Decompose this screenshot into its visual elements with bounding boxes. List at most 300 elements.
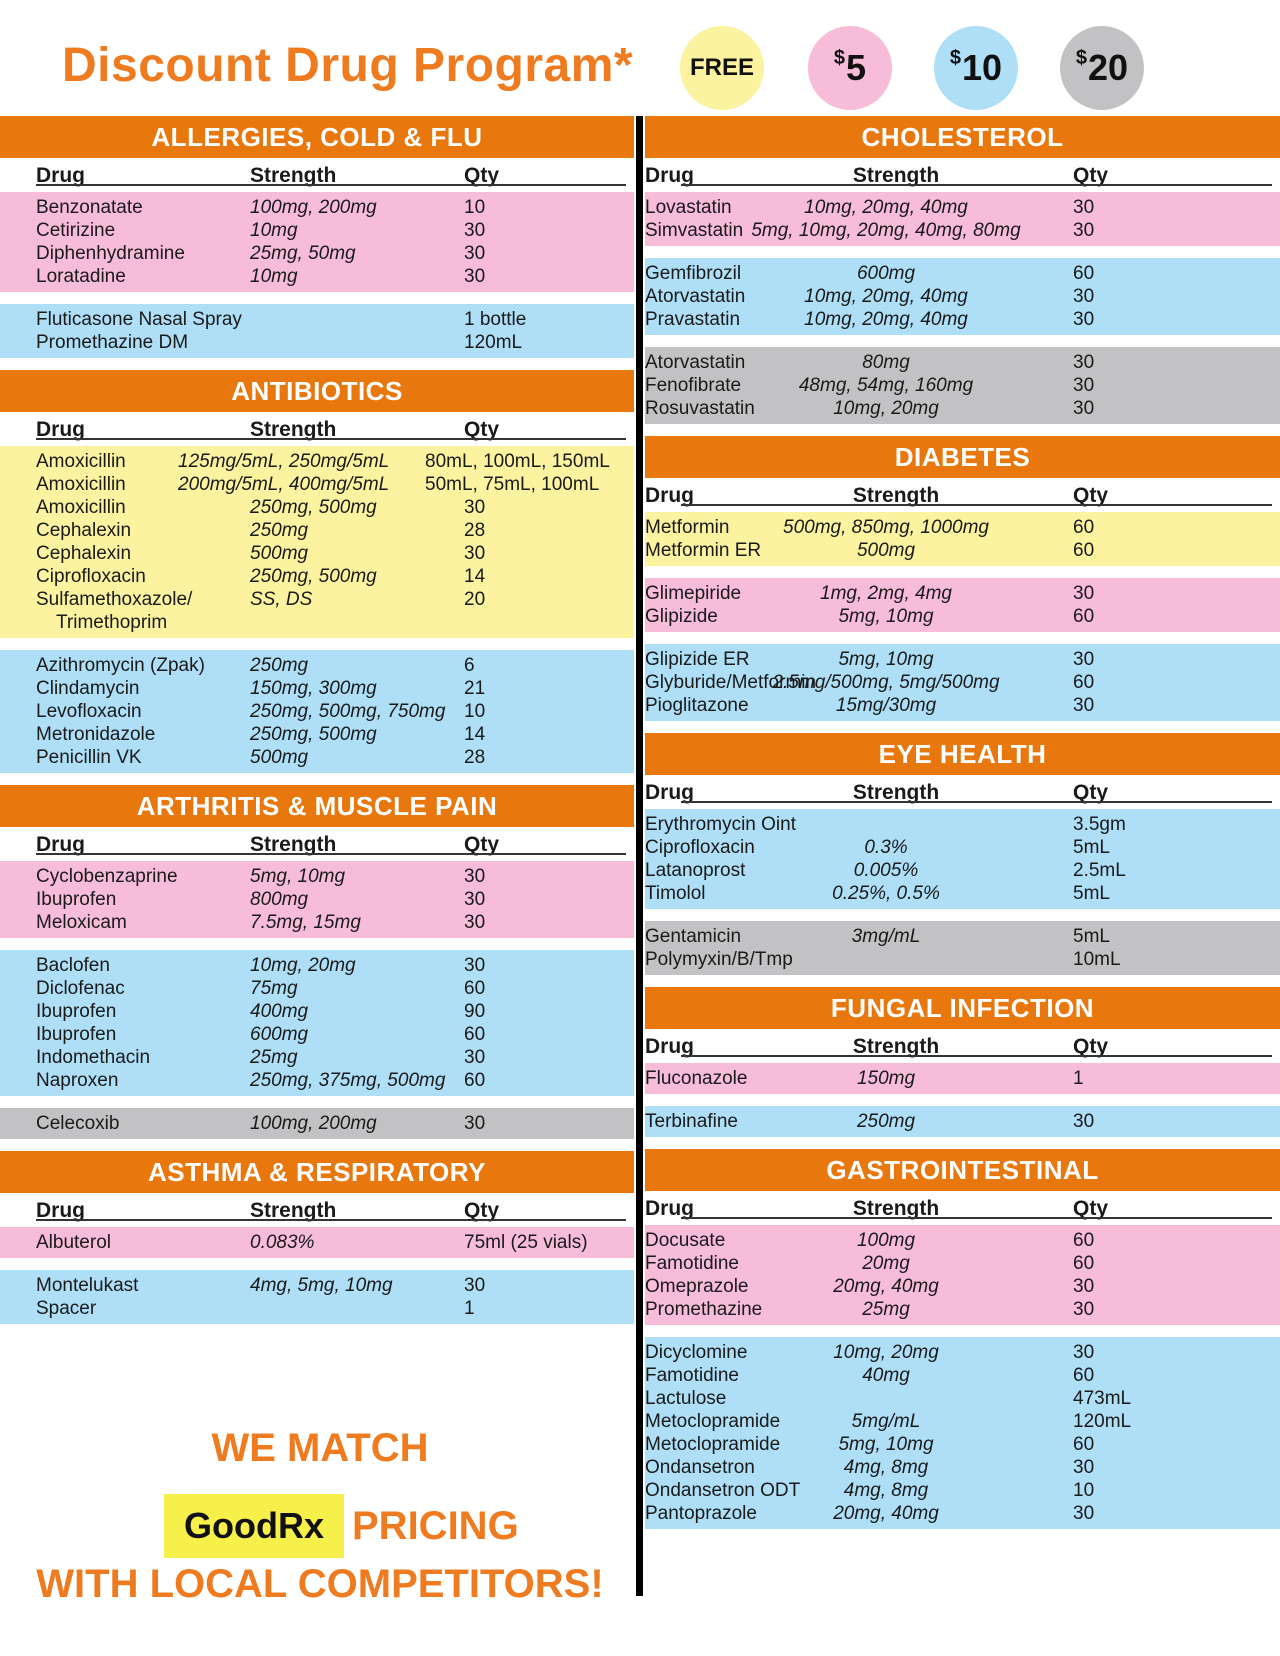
drug-row bbox=[0, 1231, 634, 1254]
drug-strength: 250mg, 500mg bbox=[250, 724, 377, 745]
drug-row bbox=[645, 813, 1280, 836]
section-diabetes bbox=[645, 436, 1280, 721]
drug-row bbox=[0, 954, 634, 977]
drug-qty: 60 bbox=[464, 978, 486, 999]
drug-qty: 30 bbox=[1073, 375, 1095, 396]
column-headers bbox=[0, 158, 634, 188]
drug-strength: 100mg, 200mg bbox=[250, 197, 377, 218]
drug-group-blue bbox=[645, 1106, 1280, 1137]
drug-name: Fenofibrate bbox=[645, 375, 742, 396]
header-qty: Qty bbox=[464, 1199, 500, 1222]
section-cholesterol bbox=[645, 116, 1280, 424]
header-drug: Drug bbox=[645, 1197, 694, 1220]
section-title: FUNGAL INFECTION bbox=[645, 987, 1280, 1029]
drug-strength: 5mg, 10mg, 20mg, 40mg, 80mg bbox=[751, 220, 1021, 241]
drug-strength: 0.005% bbox=[853, 860, 919, 881]
drug-strength: 7.5mg, 15mg bbox=[250, 912, 361, 933]
column-headers bbox=[645, 478, 1280, 508]
drug-strength: 10mg bbox=[250, 220, 298, 241]
drug-name: Glipizide ER bbox=[645, 649, 750, 670]
column-headers bbox=[645, 1029, 1280, 1059]
badge-amount: 5 bbox=[846, 47, 867, 88]
drug-name: Rosuvastatin bbox=[645, 398, 755, 419]
drug-qty: 60 bbox=[1073, 672, 1095, 693]
drug-group-pink bbox=[645, 578, 1280, 632]
drug-strength: 400mg bbox=[250, 1001, 309, 1022]
drug-qty: 80mL, 100mL, 150mL bbox=[425, 451, 610, 472]
drug-row bbox=[0, 473, 634, 496]
drug-strength: 10mg, 20mg, 40mg bbox=[804, 309, 968, 330]
drug-name: Clindamycin bbox=[36, 678, 140, 699]
section-eye-health bbox=[645, 733, 1280, 975]
drug-strength: 20mg bbox=[862, 1253, 910, 1274]
drug-qty: 60 bbox=[1073, 1253, 1095, 1274]
drug-strength: SS, DS bbox=[250, 589, 313, 610]
drug-group-blue bbox=[0, 304, 634, 358]
drug-row bbox=[645, 1364, 1280, 1387]
drug-row bbox=[645, 605, 1280, 628]
drug-qty: 30 bbox=[464, 866, 486, 887]
drug-row bbox=[0, 308, 634, 331]
drug-qty: 20 bbox=[464, 589, 486, 610]
drug-row bbox=[0, 1046, 634, 1069]
drug-qty: 60 bbox=[1073, 1365, 1095, 1386]
header-strength: Strength bbox=[250, 1199, 337, 1222]
header-strength: Strength bbox=[852, 1197, 940, 1220]
column-headers bbox=[0, 827, 634, 857]
drug-row bbox=[645, 374, 1280, 397]
drug-name: Azithromycin (Zpak) bbox=[36, 655, 205, 676]
drug-name: Penicillin VK bbox=[36, 747, 142, 768]
drug-name: Terbinafine bbox=[645, 1111, 738, 1132]
goodrx-logo: GoodRx bbox=[164, 1494, 344, 1558]
drug-name: Lactulose bbox=[645, 1388, 727, 1409]
drug-qty: 1 bottle bbox=[464, 309, 527, 330]
drug-row bbox=[0, 654, 634, 677]
drug-group-pink bbox=[645, 192, 1280, 246]
price-badge-free bbox=[680, 26, 764, 110]
header-strength: Strength bbox=[250, 833, 337, 856]
drug-qty: 28 bbox=[464, 520, 486, 541]
drug-name: Amoxicillin bbox=[36, 474, 126, 495]
header-drug: Drug bbox=[645, 164, 694, 187]
drug-name: Celecoxib bbox=[36, 1113, 120, 1134]
drug-group-blue bbox=[645, 1337, 1280, 1529]
drug-row bbox=[0, 519, 634, 542]
drug-strength: 5mg, 10mg bbox=[838, 649, 934, 670]
drug-row bbox=[0, 723, 634, 746]
header-rule bbox=[681, 184, 1272, 186]
drug-group-pink bbox=[0, 1227, 634, 1258]
header-drug: Drug bbox=[645, 484, 694, 507]
drug-strength: 10mg, 20mg bbox=[250, 955, 356, 976]
header-qty: Qty bbox=[464, 418, 500, 441]
drug-name: Metformin bbox=[645, 517, 730, 538]
drug-strength: 2.5mg/500mg, 5mg/500mg bbox=[772, 672, 1000, 693]
header-rule bbox=[681, 1217, 1272, 1219]
drug-row bbox=[0, 611, 634, 634]
drug-strength: 0.083% bbox=[250, 1232, 315, 1253]
section-arthritis-muscle-pain bbox=[0, 785, 634, 1139]
section-gastrointestinal bbox=[645, 1149, 1280, 1529]
badge-currency: $ bbox=[949, 46, 962, 69]
drug-name: Ibuprofen bbox=[36, 1024, 117, 1045]
drug-qty: 3.5gm bbox=[1073, 814, 1126, 835]
drug-qty: 30 bbox=[464, 912, 486, 933]
price-badge-20 bbox=[1060, 26, 1144, 110]
drug-strength: 10mg, 20mg bbox=[833, 1342, 939, 1363]
drug-name: Pantoprazole bbox=[645, 1503, 757, 1524]
drug-qty: 5mL bbox=[1073, 883, 1110, 904]
drug-qty: 30 bbox=[1073, 695, 1095, 716]
drug-name: Trimethoprim bbox=[56, 612, 168, 633]
drug-name: Cephalexin bbox=[36, 520, 132, 541]
drug-row bbox=[0, 565, 634, 588]
header-qty: Qty bbox=[1073, 164, 1109, 187]
drug-name: Gentamicin bbox=[645, 926, 742, 947]
drug-row bbox=[645, 308, 1280, 331]
drug-row bbox=[0, 865, 634, 888]
drug-qty: 473mL bbox=[1073, 1388, 1132, 1409]
drug-row bbox=[645, 1252, 1280, 1275]
header-rule bbox=[36, 438, 626, 440]
right-column bbox=[645, 116, 1280, 1541]
drug-group-gray bbox=[0, 1108, 634, 1139]
drug-name: Fluconazole bbox=[645, 1068, 748, 1089]
drug-name: Pravastatin bbox=[645, 309, 741, 330]
drug-row bbox=[0, 1000, 634, 1023]
drug-strength: 100mg, 200mg bbox=[250, 1113, 377, 1134]
drug-strength: 5mg/mL bbox=[851, 1411, 921, 1432]
badge-amount: FREE bbox=[689, 54, 754, 81]
drug-strength: 25mg bbox=[862, 1299, 910, 1320]
header-qty: Qty bbox=[1073, 484, 1109, 507]
drug-row bbox=[645, 397, 1280, 420]
drug-qty: 30 bbox=[1073, 1276, 1095, 1297]
drug-qty: 30 bbox=[1073, 649, 1095, 670]
drug-row bbox=[0, 888, 634, 911]
header-strength: Strength bbox=[852, 164, 940, 187]
drug-strength: 10mg, 20mg bbox=[833, 398, 939, 419]
drug-row bbox=[0, 746, 634, 769]
drug-row bbox=[645, 694, 1280, 717]
section-title: EYE HEALTH bbox=[645, 733, 1280, 775]
drug-strength: 5mg, 10mg bbox=[838, 606, 934, 627]
drug-name: Baclofen bbox=[36, 955, 110, 976]
drug-qty: 120mL bbox=[1073, 1411, 1132, 1432]
drug-row bbox=[645, 351, 1280, 374]
header-rule bbox=[681, 504, 1272, 506]
drug-row bbox=[645, 1341, 1280, 1364]
drug-strength: 48mg, 54mg, 160mg bbox=[798, 375, 974, 396]
drug-name: Naproxen bbox=[36, 1070, 119, 1091]
drug-name: Glimepiride bbox=[645, 583, 742, 604]
drug-row bbox=[645, 671, 1280, 694]
drug-name: Simvastatin bbox=[645, 220, 744, 241]
price-match-banner bbox=[0, 1410, 640, 1610]
header-drug: Drug bbox=[36, 164, 85, 187]
drug-strength: 125mg/5mL, 250mg/5mL bbox=[178, 451, 390, 472]
drug-name: Metoclopramide bbox=[645, 1434, 781, 1455]
drug-strength: 250mg, 375mg, 500mg bbox=[250, 1070, 446, 1091]
drug-name: Indomethacin bbox=[36, 1047, 151, 1068]
drug-row bbox=[645, 648, 1280, 671]
drug-strength: 80mg bbox=[862, 352, 910, 373]
drug-strength: 4mg, 8mg bbox=[843, 1480, 929, 1501]
header-drug: Drug bbox=[36, 418, 85, 441]
drug-strength: 250mg, 500mg bbox=[250, 566, 377, 587]
drug-row bbox=[0, 1112, 634, 1135]
drug-name: Levofloxacin bbox=[36, 701, 142, 722]
drug-strength: 10mg, 20mg, 40mg bbox=[804, 197, 968, 218]
drug-row bbox=[0, 911, 634, 934]
drug-name: Meloxicam bbox=[36, 912, 127, 933]
drug-qty: 30 bbox=[1073, 1342, 1095, 1363]
column-headers bbox=[645, 158, 1280, 188]
drug-qty: 30 bbox=[1073, 1503, 1095, 1524]
drug-strength: 25mg bbox=[250, 1047, 298, 1068]
drug-name: Ciprofloxacin bbox=[36, 566, 146, 587]
drug-row bbox=[645, 1275, 1280, 1298]
drug-name: Famotidine bbox=[645, 1253, 739, 1274]
match-line-3: WITH LOCAL COMPETITORS! bbox=[36, 1562, 604, 1606]
drug-group-gray bbox=[645, 347, 1280, 424]
drug-name: Spacer bbox=[36, 1298, 97, 1319]
drug-name: Diphenhydramine bbox=[36, 243, 185, 264]
badge-amount: 10 bbox=[962, 47, 1003, 88]
drug-strength: 600mg bbox=[250, 1024, 309, 1045]
drug-name: Ibuprofen bbox=[36, 1001, 117, 1022]
price-badge-10 bbox=[934, 26, 1018, 110]
drug-name: Docusate bbox=[645, 1230, 726, 1251]
drug-row bbox=[645, 1387, 1280, 1410]
header-drug: Drug bbox=[645, 1035, 694, 1058]
badge-currency: $ bbox=[833, 46, 846, 69]
header-rule bbox=[36, 1219, 626, 1221]
drug-qty: 60 bbox=[1073, 517, 1095, 538]
drug-name: Famotidine bbox=[645, 1365, 739, 1386]
drug-qty: 60 bbox=[1073, 606, 1095, 627]
drug-row bbox=[0, 588, 634, 611]
drug-name: Ondansetron bbox=[645, 1457, 755, 1478]
drug-strength: 250mg bbox=[856, 1111, 916, 1132]
drug-name: Metoclopramide bbox=[645, 1411, 781, 1432]
drug-name: Timolol bbox=[645, 883, 706, 904]
section-asthma-respiratory bbox=[0, 1151, 634, 1324]
column-headers bbox=[645, 775, 1280, 805]
drug-row bbox=[645, 285, 1280, 308]
drug-qty: 30 bbox=[464, 1113, 486, 1134]
drug-row bbox=[0, 450, 634, 473]
header-qty: Qty bbox=[464, 164, 500, 187]
header-qty: Qty bbox=[464, 833, 500, 856]
drug-name: Cephalexin bbox=[36, 543, 132, 564]
drug-qty: 30 bbox=[1073, 197, 1095, 218]
header-qty: Qty bbox=[1073, 1035, 1109, 1058]
drug-qty: 30 bbox=[1073, 1299, 1095, 1320]
header-strength: Strength bbox=[852, 1035, 940, 1058]
drug-strength: 4mg, 8mg bbox=[843, 1457, 929, 1478]
drug-qty: 60 bbox=[1073, 263, 1095, 284]
drug-group-pink bbox=[645, 1063, 1280, 1094]
drug-qty: 30 bbox=[464, 497, 486, 518]
header-drug: Drug bbox=[36, 833, 85, 856]
drug-row bbox=[0, 265, 634, 288]
header-strength: Strength bbox=[852, 484, 940, 507]
drug-qty: 14 bbox=[464, 566, 486, 587]
drug-row bbox=[0, 1069, 634, 1092]
drug-group-yellow bbox=[0, 446, 634, 638]
drug-row bbox=[0, 677, 634, 700]
drug-strength: 20mg, 40mg bbox=[833, 1503, 939, 1524]
drug-qty: 10 bbox=[464, 197, 486, 218]
drug-name: Ibuprofen bbox=[36, 889, 117, 910]
drug-qty: 2.5mL bbox=[1073, 860, 1126, 881]
drug-name: Polymyxin/B/Tmp bbox=[645, 949, 793, 970]
drug-row bbox=[0, 977, 634, 1000]
header-drug: Drug bbox=[645, 781, 694, 804]
drug-strength: 4mg, 5mg, 10mg bbox=[250, 1275, 393, 1296]
drug-strength: 25mg, 50mg bbox=[250, 243, 356, 264]
drug-qty: 60 bbox=[464, 1070, 486, 1091]
drug-name: Promethazine bbox=[645, 1299, 763, 1320]
drug-qty: 30 bbox=[464, 266, 486, 287]
drug-qty: 90 bbox=[464, 1001, 486, 1022]
drug-name: Amoxicillin bbox=[36, 451, 126, 472]
drug-qty: 120mL bbox=[464, 332, 523, 353]
drug-row bbox=[0, 700, 634, 723]
drug-name: Metformin ER bbox=[645, 540, 762, 561]
drug-row bbox=[0, 331, 634, 354]
drug-row bbox=[645, 1298, 1280, 1321]
drug-name: Atorvastatin bbox=[645, 286, 746, 307]
drug-name: Amoxicillin bbox=[36, 497, 126, 518]
drug-qty: 30 bbox=[464, 220, 486, 241]
drug-strength: 10mg bbox=[250, 266, 298, 287]
section-title: ARTHRITIS & MUSCLE PAIN bbox=[0, 785, 634, 827]
drug-group-pink bbox=[645, 1225, 1280, 1325]
drug-qty: 30 bbox=[464, 243, 486, 264]
drug-row bbox=[0, 1297, 634, 1320]
drug-name: Lovastatin bbox=[645, 197, 732, 218]
drug-name: Gemfibrozil bbox=[645, 263, 742, 284]
drug-group-blue bbox=[645, 809, 1280, 909]
drug-name: Promethazine DM bbox=[36, 332, 189, 353]
drug-qty: 30 bbox=[464, 955, 486, 976]
left-column bbox=[0, 116, 634, 1336]
header-qty: Qty bbox=[1073, 1197, 1109, 1220]
drug-qty: 30 bbox=[1073, 220, 1095, 241]
drug-qty: 30 bbox=[1073, 398, 1095, 419]
drug-name: Fluticasone Nasal Spray bbox=[36, 309, 242, 330]
drug-row bbox=[645, 219, 1280, 242]
drug-qty: 30 bbox=[1073, 583, 1095, 604]
drug-row bbox=[645, 1410, 1280, 1433]
drug-row bbox=[645, 836, 1280, 859]
drug-group-blue bbox=[0, 1270, 634, 1324]
drug-name: Pioglitazone bbox=[645, 695, 749, 716]
header-strength: Strength bbox=[852, 781, 940, 804]
drug-qty: 1 bbox=[464, 1298, 475, 1319]
drug-name: Albuterol bbox=[36, 1232, 111, 1253]
drug-name: Cyclobenzaprine bbox=[36, 866, 178, 887]
column-divider bbox=[636, 116, 643, 1596]
header bbox=[0, 0, 1280, 112]
header-rule bbox=[36, 184, 626, 186]
section-title: DIABETES bbox=[645, 436, 1280, 478]
drug-strength: 500mg, 850mg, 1000mg bbox=[783, 517, 989, 538]
drug-name: Omeprazole bbox=[645, 1276, 749, 1297]
drug-row bbox=[645, 1229, 1280, 1252]
drug-qty: 60 bbox=[1073, 1230, 1095, 1251]
drug-name: Loratadine bbox=[36, 266, 126, 287]
drug-strength: 15mg/30mg bbox=[835, 695, 937, 716]
drug-row bbox=[645, 1456, 1280, 1479]
drug-row bbox=[645, 948, 1280, 971]
section-allergies-cold-flu bbox=[0, 116, 634, 358]
drug-qty: 30 bbox=[1073, 1111, 1095, 1132]
drug-name: Dicyclomine bbox=[645, 1342, 748, 1363]
drug-row bbox=[645, 925, 1280, 948]
header-rule bbox=[681, 801, 1272, 803]
drug-strength: 100mg bbox=[856, 1230, 916, 1251]
drug-row bbox=[645, 1502, 1280, 1525]
drug-row bbox=[645, 196, 1280, 219]
drug-group-yellow bbox=[645, 512, 1280, 566]
drug-group-gray bbox=[645, 921, 1280, 975]
drug-strength: 10mg, 20mg, 40mg bbox=[804, 286, 968, 307]
page-title: Discount Drug Program* bbox=[62, 39, 634, 92]
drug-qty: 60 bbox=[1073, 1434, 1095, 1455]
drug-qty: 28 bbox=[464, 747, 486, 768]
match-pricing: PRICING bbox=[352, 1504, 519, 1548]
column-headers bbox=[0, 412, 634, 442]
drug-group-blue bbox=[0, 650, 634, 773]
drug-qty: 5mL bbox=[1073, 926, 1110, 947]
drug-qty: 75ml (25 vials) bbox=[464, 1232, 588, 1253]
drug-row bbox=[0, 496, 634, 519]
drug-row bbox=[0, 1274, 634, 1297]
column-headers bbox=[645, 1191, 1280, 1221]
drug-row bbox=[645, 516, 1280, 539]
drug-qty: 30 bbox=[464, 1047, 486, 1068]
drug-name: Benzonatate bbox=[36, 197, 143, 218]
drug-row bbox=[0, 1023, 634, 1046]
drug-qty: 1 bbox=[1073, 1068, 1084, 1089]
section-title: ALLERGIES, COLD & FLU bbox=[0, 116, 634, 158]
drug-strength: 0.25%, 0.5% bbox=[832, 883, 940, 904]
drug-qty: 30 bbox=[464, 889, 486, 910]
drug-group-pink bbox=[0, 192, 634, 292]
drug-name: Atorvastatin bbox=[645, 352, 746, 373]
drug-strength: 150mg, 300mg bbox=[250, 678, 377, 699]
drug-qty: 5mL bbox=[1073, 837, 1110, 858]
column-headers bbox=[0, 1193, 634, 1223]
drug-row bbox=[645, 1479, 1280, 1502]
drug-row bbox=[0, 219, 634, 242]
drug-row bbox=[645, 882, 1280, 905]
drug-strength: 5mg, 10mg bbox=[838, 1434, 934, 1455]
section-fungal-infection bbox=[645, 987, 1280, 1137]
section-title: ANTIBIOTICS bbox=[0, 370, 634, 412]
drug-strength: 5mg, 10mg bbox=[250, 866, 346, 887]
price-badge-5 bbox=[808, 26, 892, 110]
drug-name: Diclofenac bbox=[36, 978, 125, 999]
drug-strength: 40mg bbox=[862, 1365, 910, 1386]
drug-row bbox=[0, 196, 634, 219]
drug-qty: 50mL, 75mL, 100mL bbox=[425, 474, 600, 495]
drug-name: Metronidazole bbox=[36, 724, 156, 745]
